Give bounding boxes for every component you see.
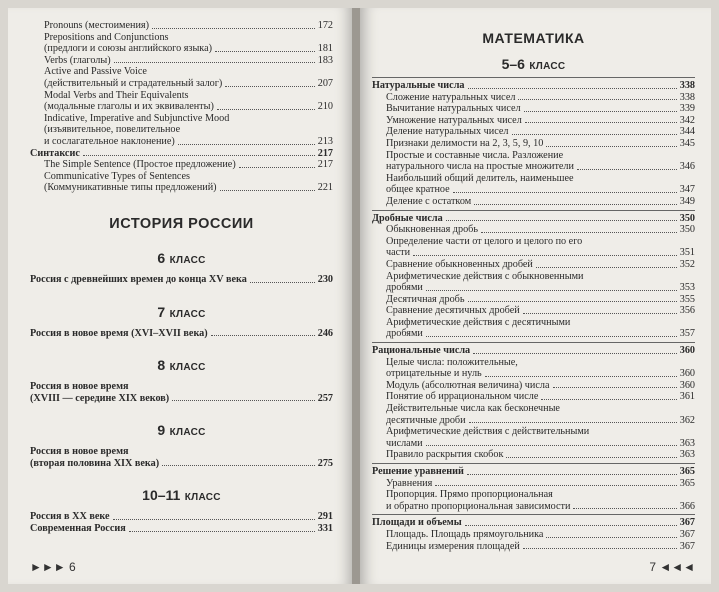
entry-label-line: Indicative, Imperative and Subjunctive Mood [44,112,230,124]
entry-label: (действительный и страдательный залог) [44,77,223,89]
toc-entry [372,259,695,271]
entry-page: 338 [679,91,695,103]
toc-entry [30,78,333,90]
section-page: 338 [679,80,695,91]
toc-entry [30,136,333,148]
entry-label: числами [386,437,423,449]
entry-label-line: Modal Verbs and Their Equivalents [44,89,189,101]
entry-label-line: (изъявительное, повелительное [44,124,181,136]
entry-label: Обыкновенная дробь [386,224,479,236]
entry-label-line: Наибольший общий делитель, наименьшее [386,172,574,184]
divider [372,342,695,343]
entry-page: 357 [679,328,695,340]
entry-label-line: Простые и составные числа. Разложение [386,149,564,161]
grade-number: 6 [157,249,166,266]
toc-entry [372,305,695,317]
entry-page: 213 [317,135,333,147]
toc-entry [30,101,333,113]
entry-label: Вычитание натуральных чисел [386,103,521,115]
toc-entry [372,368,695,380]
entry-label: (модальные глаголы и их эквиваленты) [44,101,214,113]
entry-page: 331 [317,523,333,535]
entry-label-line: Арифметические действия с десятичными [386,316,571,328]
divider [372,77,695,78]
toc-entry [372,92,695,104]
entry-page: 350 [679,224,695,236]
toc-entry [372,449,695,461]
right-page [360,8,711,584]
entry-label: дробями [386,328,423,340]
section-label: Решение уравнений [372,466,464,477]
toc-section [372,80,695,92]
toc-entry [372,224,695,236]
divider [372,463,695,464]
toc-entry [372,115,695,127]
math-title: МАТЕМАТИКА [482,30,585,46]
entry-page: 342 [679,114,695,126]
grade-number: 5–6 [501,56,525,72]
section-label: Синтаксис [30,147,80,159]
entry-page: 346 [679,161,695,173]
grade-word: КЛАСС [169,254,206,266]
entry-page: 351 [679,247,695,259]
toc-entry [372,184,695,196]
toc-entry [372,282,695,294]
grade-heading [30,250,333,268]
entry-page: 347 [679,184,695,196]
section-page: 350 [679,212,695,224]
entry-label: натурального числа на простые множители [386,161,574,173]
toc-entry [30,393,333,405]
entry-page: 339 [679,103,695,115]
toc-entry [30,458,333,470]
entry-label: Модуль (абсолютная величина) числа [386,379,550,391]
toc-entry [30,55,333,67]
toc-entry [30,159,333,171]
entry-label: The Simple Sentence (Простое предложение) [44,159,236,171]
history-title: ИСТОРИЯ РОССИИ [109,215,254,232]
section-page: 367 [679,517,695,529]
toc-entry [372,541,695,553]
toc-entry [372,294,695,306]
entry-label-line: Целые числа: положительные, [386,356,518,368]
toc-entry [372,415,695,427]
section-label: Дробные числа [372,212,443,224]
entry-label: Verbs (глаголы) [44,54,111,66]
page-number-right: 7 ◄◄◄ [649,560,695,574]
divider [372,210,695,211]
toc-section [372,517,695,529]
entry-page: 344 [679,126,695,138]
right-toc-column [372,30,695,552]
entry-page: 221 [317,182,333,194]
entry-label-line: Пропорция. Прямо пропорциональная [386,489,553,501]
entry-label: общее кратное [386,184,450,196]
entry-label: и обратно пропорциональная зависимости [386,500,571,512]
grade-word: КЛАСС [529,61,566,72]
entry-label: Сравнение десятичных дробей [386,305,520,317]
entry-label: Деление с остатком [386,195,472,207]
entry-label: Правило раскрытия скобок [386,449,504,461]
entry-page: 367 [679,528,695,540]
left-page [8,8,353,584]
grade-word: КЛАСС [169,427,206,439]
entry-label: дробями [386,282,423,294]
toc-entry [372,103,695,115]
grade-word: КЛАСС [184,492,221,504]
grade-number: 7 [157,303,166,320]
entry-label: Десятичная дробь [386,293,465,305]
entry-label-line: Communicative Types of Sentences [44,170,190,182]
entry-page: 361 [679,391,695,403]
grade-word: КЛАСС [169,308,206,320]
entry-label: десятичные дроби [386,414,466,426]
entry-label: Россия с древнейших времен до конца XV века [30,273,247,285]
entry-page: 363 [679,437,695,449]
entry-page: 275 [317,457,333,469]
toc-entry [30,274,333,286]
entry-label: Pronouns (местоимения) [44,20,149,31]
divider [372,514,695,515]
section-label: Площади и объемы [372,517,462,529]
entry-page: 183 [317,54,333,66]
toc-section [372,213,695,225]
section-label: Рациональные числа [372,345,471,357]
toc-entry [372,138,695,150]
entry-label: Понятие об иррациональном числе [386,391,539,403]
entry-page: 207 [317,77,333,89]
entry-page: 345 [679,137,695,149]
grade-number: 10–11 [142,487,181,504]
toc-entry [372,529,695,541]
grade-number: 8 [157,357,166,374]
entry-label: части [386,247,411,259]
entry-label: Признаки делимости на 2, 3, 5, 9, 10 [386,137,544,149]
toc-entry [372,161,695,173]
page-number-left: ►►► 6 [30,560,76,574]
entry-page: 366 [679,500,695,512]
toc-entry [30,20,333,32]
left-toc-column [30,20,333,535]
entry-page: 230 [317,273,333,285]
toc-entry [30,523,333,535]
grade-heading [30,357,333,375]
toc-entry [30,43,333,55]
entry-page: 172 [317,20,333,31]
entry-page: 257 [317,392,333,404]
entry-page: 353 [679,282,695,294]
entry-label: Россия в XX веке [30,511,110,523]
entry-label: (предлоги и союзы английского языка) [44,43,213,55]
entry-page: 365 [679,477,695,489]
entry-label: отрицательные и нуль [386,368,482,380]
toc-entry [372,478,695,490]
entry-label-line: Арифметические действия с обыкновенными [386,270,584,282]
grade-heading [30,304,333,322]
entry-label-line: Арифметические действия с действительными [386,426,590,438]
grade-word: КЛАСС [169,362,206,374]
entry-page: 363 [679,449,695,461]
grade-heading [30,422,333,440]
toc-entry [372,391,695,403]
entry-label: Деление натуральных чисел [386,126,509,138]
toc-entry [372,380,695,392]
entry-label-line: Prepositions and Conjunctions [44,31,169,43]
section-label: Натуральные числа [372,80,465,91]
toc-section [372,466,695,478]
entry-label: и сослагательное наклонение) [44,135,175,147]
entry-label-line: Определение части от целого и целого по его [386,235,583,247]
toc-entry [372,196,695,208]
entry-page: 360 [679,368,695,380]
toc-entry [372,501,695,513]
entry-label: Единицы измерения площадей [386,540,520,552]
entry-label: (XVIII — середине XIX веков) [30,392,170,404]
section-page: 365 [679,466,695,477]
entry-label: Площадь. Площадь прямоугольника [386,528,544,540]
entry-label: (Коммуникативные типы предложений) [44,182,217,194]
section-page: 360 [679,345,695,357]
grade-number: 9 [157,422,166,439]
entry-label-line: Active and Passive Voice [44,66,147,78]
entry-label-line: Россия в новое время [30,446,129,458]
entry-page: 355 [679,293,695,305]
entry-page: 246 [317,327,333,339]
toc-section [372,345,695,357]
entry-label-line: Россия в новое время [30,381,129,393]
entry-page: 349 [679,195,695,207]
entry-label: Сложение натуральных чисел [386,91,516,103]
entry-page: 356 [679,305,695,317]
toc-section-syntax [30,148,333,160]
entry-page: 367 [679,540,695,552]
toc-entry [372,247,695,259]
entry-label-line: Действительные числа как бесконечные [386,403,560,415]
entry-label: (вторая половина XIX века) [30,457,160,469]
entry-page: 210 [317,101,333,113]
toc-entry [30,511,333,523]
entry-page: 181 [317,43,333,55]
toc-entry [372,126,695,138]
toc-entry [30,182,333,194]
toc-entry [372,328,695,340]
entry-label: Сравнение обыкновенных дробей [386,258,533,270]
entry-label: Уравнения [386,477,433,489]
entry-label: Современная Россия [30,523,126,535]
entry-label: Россия в новое время (XVI–XVII века) [30,327,208,339]
entry-page: 291 [317,511,333,523]
entry-page: 360 [679,379,695,391]
entry-page: 217 [317,159,333,171]
entry-page: 362 [679,414,695,426]
entry-label: Умножение натуральных чисел [386,114,522,126]
entry-page: 352 [679,258,695,270]
toc-entry [372,438,695,450]
toc-entry [30,328,333,340]
section-page: 217 [317,147,333,159]
book-gutter [352,8,360,584]
grade-heading [30,487,333,505]
grade-heading [372,56,695,74]
